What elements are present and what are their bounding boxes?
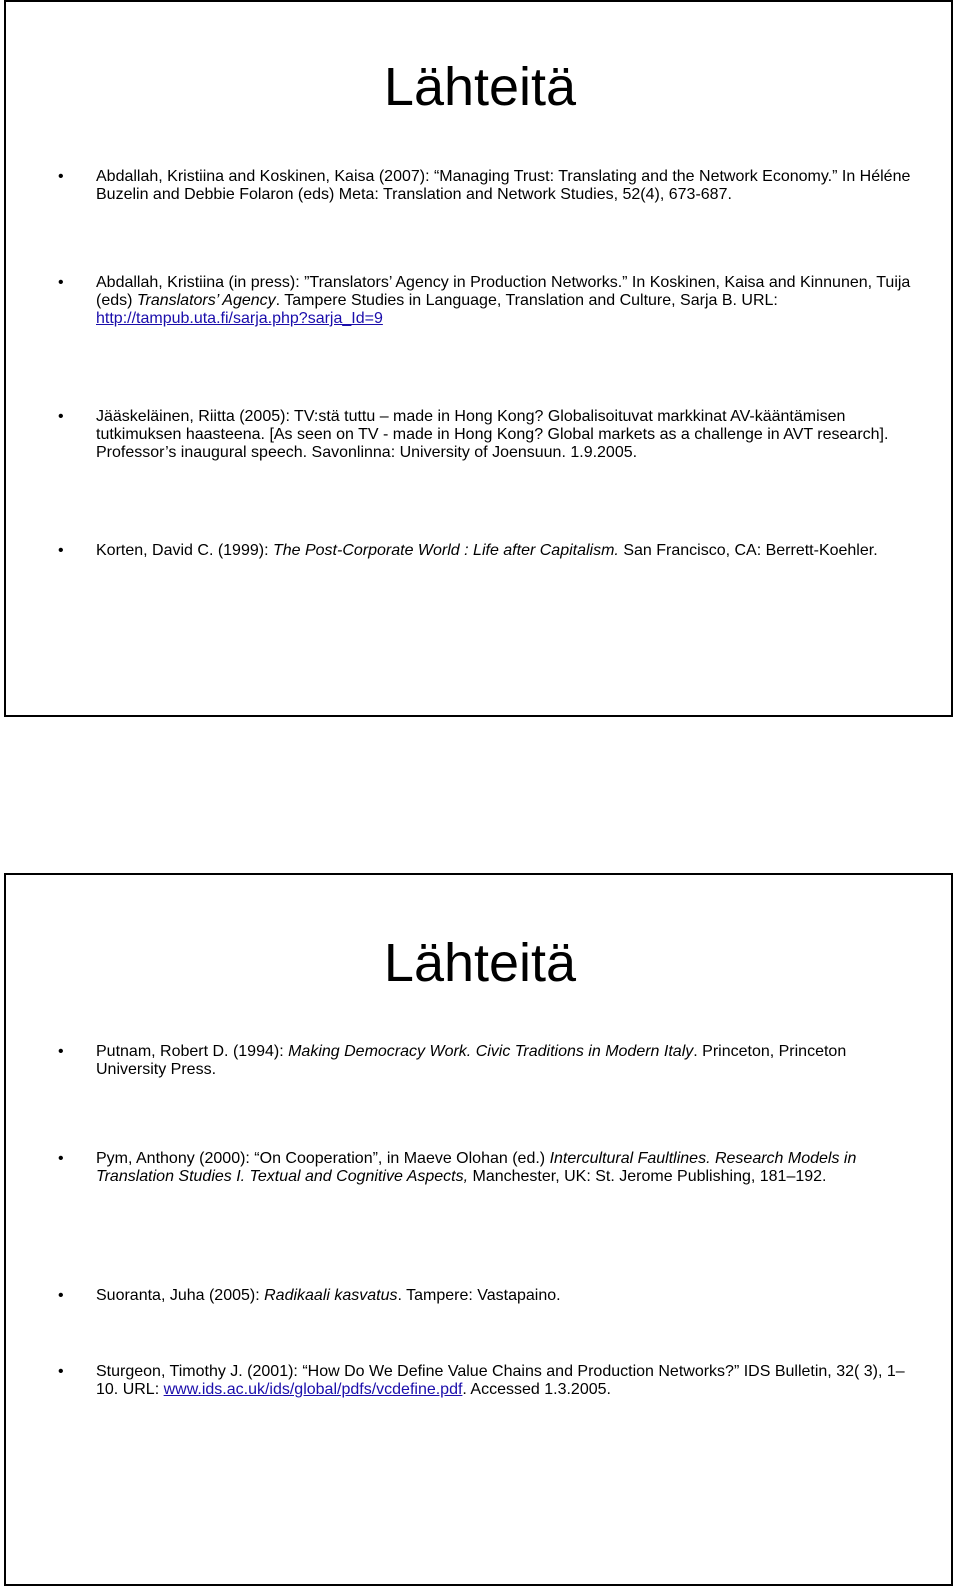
slide-1-title: Lähteitä [383,57,577,117]
bullet-icon: • [58,542,64,559]
reference-text: . Princeton, Princeton University Press. [96,1043,847,1078]
reference-item [58,1363,920,1399]
reference-text: Putnam, Robert D. (1994): [96,1043,289,1060]
bullet-icon: • [58,1043,64,1060]
reference-url-link[interactable]: www.ids.ac.uk/ids/global/pdfs/vcdefine.pdf [163,1381,463,1398]
bullet-icon: • [58,1287,64,1304]
reference-text: Abdallah, Kristiina (in press): ”Translators’ Agency in Production Networks.” In Koskinen, Kaisa and Kinnunen, Tuija (eds) [96,274,911,309]
reference-text: . Accessed 1.3.2005. [462,1381,611,1398]
reference-text: San Francisco, CA: Berrett-Koehler. [618,542,878,559]
reference-item [58,408,920,462]
reference-text: Jääskeläinen, Riitta (2005): TV:stä tuttu – made in Hong Kong? Globalisoituvat markkinat AV-kääntämisen tutkimuksen haasteena. [As seen on TV - made in Hong Kong? Global markets as a challenge in AVT research]. Professor’s inaugural speech. Savonlinna: University of Joensuun. 1.9.2005. [96,408,889,461]
reference-item [58,168,920,204]
slide-2-title: Lähteitä [383,933,577,993]
reference-text: Korten, David C. (1999): [96,542,273,559]
bullet-icon: • [58,1150,64,1167]
reference-title: Translators’ Agency [136,292,276,309]
reference-title: The Post-Corporate World : Life after Capitalism. [272,542,619,559]
reference-title: Making Democracy Work. Civic Traditions in Modern Italy [288,1043,694,1060]
reference-item [58,1287,920,1305]
reference-url-link[interactable]: http://tampub.uta.fi/sarja.php?sarja_Id=9 [96,310,383,327]
reference-item [58,274,920,328]
bullet-icon: • [58,168,64,185]
reference-text: . Tampere Studies in Language, Translation and Culture, Sarja B. URL: [275,292,778,309]
reference-title: Intercultural Faultlines. Research Models in Translation Studies I. Textual and Cognitive Aspects, [96,1150,857,1185]
reference-text: Suoranta, Juha (2005): [96,1287,265,1304]
reference-text: . Tampere: Vastapaino. [397,1287,561,1304]
reference-item [58,542,920,560]
bullet-icon: • [58,408,64,425]
reference-item [58,1043,920,1079]
reference-text: Sturgeon, Timothy J. (2001): “How Do We Define Value Chains and Production Networks?” IDS Bulletin, 32( 3), 1–10. URL: [96,1363,905,1398]
reference-item [58,1150,920,1186]
reference-text: Abdallah, Kristiina and Koskinen, Kaisa (2007): “Managing Trust: Translating and the Network Economy.” In Héléne Buzelin and Debbie Folaron (eds) Meta: Translation and Network Studies, 52(4), 673-687. [96,168,911,203]
reference-text: Pym, Anthony (2000): “On Cooperation”, in Maeve Olohan (ed.) [96,1150,550,1167]
bullet-icon: • [58,274,64,291]
reference-text: Manchester, UK: St. Jerome Publishing, 181–192. [468,1168,827,1185]
reference-title: Radikaali kasvatus [264,1287,398,1304]
bullet-icon: • [58,1363,64,1380]
